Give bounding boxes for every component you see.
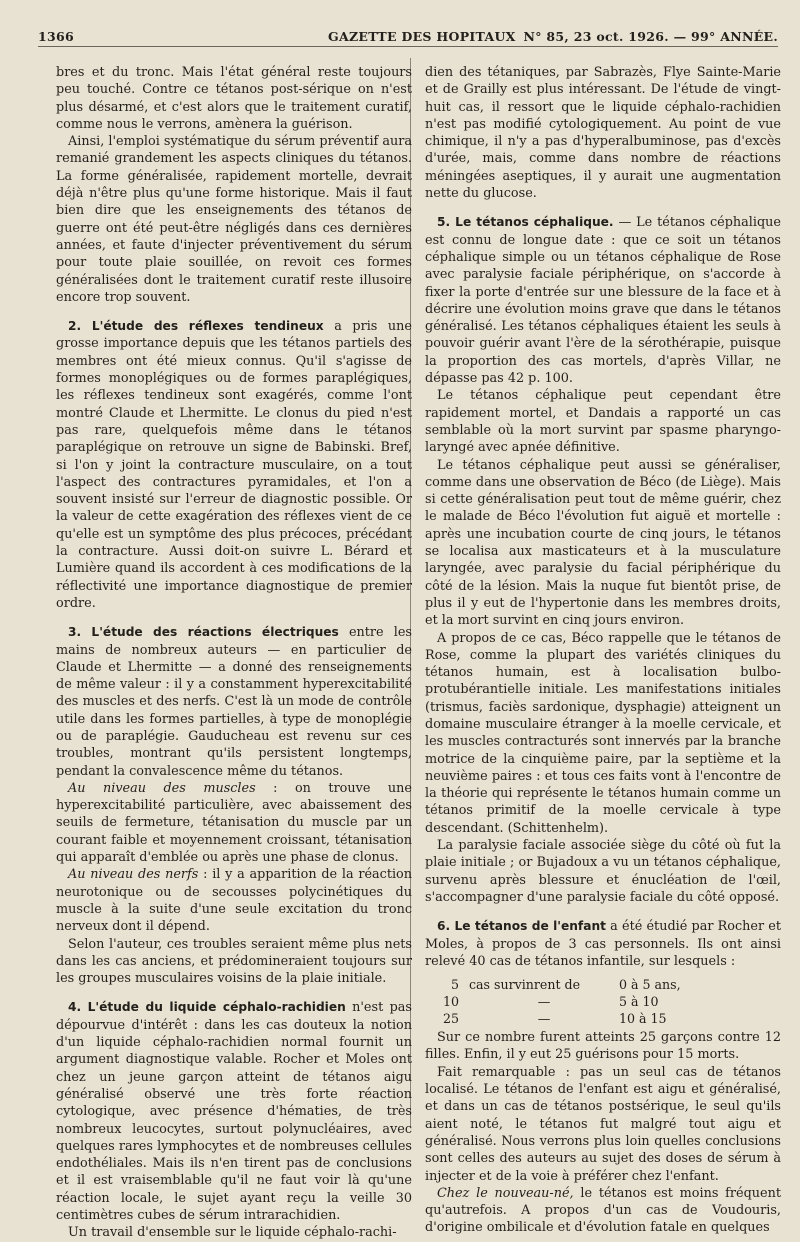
paragraph-text: le tétanos est moins fréquent qu'autrefois. A propos d'un cas de Voudouris, d'origine ombilicale et d'évolution fatale en quelques (425, 1185, 781, 1236)
paragraph: La paralysie faciale associée siège du côté où fut la plaie initiale ; or Bujadoux a vu un tétanos céphalique, survenu après blessure et énucléation de l'œil, s'accompagner d'une paralysie faciale du côté opposé. (425, 838, 781, 905)
paragraph: Un travail d'ensemble sur le liquide céphalo-rachi- (68, 1225, 397, 1241)
table-cell-range: 0 à 5 ans, (619, 977, 681, 993)
paragraph: bres et du tronc. Mais l'état général reste toujours peu touché. Contre ce tétanos post-sérique on n'est plus désarmé, et c'est alors que le traitement curatif, comme nous le verrons, amènera la guérison. (56, 65, 412, 132)
section-text: entre les mains de nombreux auteurs — en particulier de Claude et Lhermitte — a donné des renseignements de même valeur : il y a constamment hyperexcitabilité des muscles et des nerfs. C'est là un mode de contrôle utile dans les formes partielles, à type de monoplégie ou de paraplégie. Gauducheau est revenu sur ces troubles, montrant qu'ils persistent longtemps, pendant la convalescence même du tétanos. (56, 625, 412, 779)
section-child (425, 918, 781, 970)
section-heading: 6. Le tétanos de l'enfant (437, 919, 606, 934)
age-table (425, 976, 781, 1027)
section-text: a pris une grosse importance depuis que les tétanos partiels des membres ont été mieux connus. Qu'il s'agisse de formes monoplégiques ou de formes paraplégiques, les réflexes tendineux sont exagérés, comme l'ont montré Claude et Lhermitte. Le clonus du pied n'est pas rare, quelquefois même dans le tétanos paraplégique on retrouve un signe de Babinski. Bref, si l'on y joint la contracture musculaire, on a tout l'aspect des contractures pyramidales, et l'on a souvent insisté sur l'erreur de diagnostic possible. Or la valeur de cette exagération des réflexes vient de ce qu'elle est un symptôme des plus précoces, précédant la contracture. Aussi doit-on suivre L. Bérard et Lumière quand ils accordent à ces modifications de la réflectivité une importance diagnostique de premier ordre. (56, 319, 412, 611)
table-cell-range: 10 à 15 (619, 1011, 667, 1027)
paragraph: Ainsi, l'emploi systématique du sérum préventif aura remanié grandement les aspects cliniques du tétanos. La forme généralisée, rapidement mortelle, devrait déjà n'être plus qu'une forme historique. Mais il faut bien dire que les enseignements des tétanos de guerre ont été peut-être négligés dans ces dernières années, et faute d'injecter préventivement du sérum pour toute plaie souillée, on revoit ces formes généralisées dont le traitement curatif reste illusoire encore trop souvent. (56, 134, 412, 305)
left-column (56, 64, 412, 1242)
section-heading: 3. L'étude des réactions électriques (68, 625, 339, 640)
section-heading: 4. L'étude du liquide céphalo-rachidien (68, 1000, 346, 1015)
section-text: a été étudié par Rocher et Moles, à propos de 3 cas personnels. Ils ont ainsi relevé 40 cas de tétanos infantile, sur lesquels : (425, 919, 781, 969)
paragraph-newborn (425, 1185, 781, 1237)
table-row (425, 976, 781, 993)
paragraph: Le tétanos céphalique peut cependant être rapidement mortel, et Dandais a rapporté un cas semblable où la mort survint par spasme pharyngo-laryngé avec apnée définitive. (425, 388, 781, 456)
paragraph: A propos de ce cas, Béco rappelle que le tétanos de Rose, comme la plupart des variétés cliniques du tétanos humain, est à localisation bulbo-protubérantielle initiale. Les manifestations initiales (trismus, faciès sardonique, dysphagie) atteignent un domaine musculaire étranger à la moelle cervicale, et les muscles contracturés sont innervés par la branche motrice de la cinquième paire, par la septième et la neuvième paires : et tous ces faits vont à l'encontre de la théorie qui représente le tétanos humain comme un tétanos primitif de la moelle cervicale à type descendant. (Schittenhelm). (425, 630, 781, 836)
journal-title: GAZETTE DES HOPITAUX (328, 29, 516, 44)
table-cell-label: cas survinrent de (469, 977, 581, 993)
table-cell-label: — (537, 1011, 551, 1027)
paragraph: Sur ce nombre furent atteints 25 garçons contre 12 filles. Enfin, il y eut 25 guérisons pour 15 morts. (425, 1030, 781, 1063)
section-heading: 2. L'étude des réflexes tendineux (68, 319, 324, 334)
table-cell-label: — (537, 994, 551, 1010)
section-text: n'est pas dépourvue d'intérêt : dans les cas douteux la notion d'un liquide céphalo-rachidien normal fournit un argument diagnostique valable. Rocher et Moles ont chez un jeune garçon atteint de tétanos aigu généralisé observé une très forte réaction cytologique, avec présence d'hématies, de très nombreux leucocytes, surtout polynucléaires, avec quelques rares lymphocytes et de nombreuses cellules endothéliales. Mais ils n'en tirent pas de conclusions et il est vraisemblable qu'il ne faut voir là qu'une réaction locale, le sujet ayant reçu la veille 30 centimètres cubes de sérum intrarachidien. (56, 1000, 412, 1223)
section-heading: 5. Le tétanos céphalique. (437, 215, 614, 230)
page-number: 1366 (38, 29, 74, 44)
table-row (425, 1010, 781, 1027)
inline-label: Au niveau des nerfs (68, 867, 199, 883)
table-cell-range: 5 à 10 (619, 994, 659, 1010)
section-csf (56, 999, 412, 1224)
table-cell-count: 5 (450, 977, 459, 993)
section-cephalic (425, 214, 781, 387)
inline-label: Au niveau des muscles (68, 780, 256, 796)
paragraph: Fait remarquable : pas un seul cas de tétanos localisé. Le tétanos de l'enfant est aigu et généralisé, et dans un cas de tétanos postsérique, le seul qu'ils aient noté, le tétanos fut malgré tout aigu et généralisé. Nous verrons plus loin quelles conclusions sont celles des auteurs au sujet des doses de sérum à injecter et de la voie à préférer chez l'enfant. (425, 1064, 781, 1184)
paragraph: Selon l'auteur, ces troubles seraient même plus nets dans les cas anciens, et prédomineraient toujours sur les groupes musculaires voisins de la plaie initiale. (56, 936, 412, 987)
table-cell-count: 25 (442, 1011, 459, 1027)
section-text: — Le tétanos céphalique est connu de longue date : que ce soit un tétanos céphalique simple ou un tétanos céphalique de Rose avec paralysie faciale périphérique, on s'accorde à fixer la porte d'entrée sur une blessure de la face et à décrire une évolution moins grave que dans le tétanos généralisé. Les tétanos céphaliques étaient les seuls à pouvoir guérir avant l'ère de la sérothérapie, puisque la proportion des cas mortels, d'après Villar, ne dépasse pas 42 p. 100. (425, 215, 781, 387)
inline-label: Chez le nouveau-né, (437, 1185, 574, 1201)
paragraph-muscles (56, 780, 412, 866)
table-row (425, 993, 781, 1010)
right-column (425, 64, 781, 1237)
paragraph-text: : il y a apparition de la réaction neurotonique ou de secousses polycinétiques du muscle à la suite d'une seule excitation du tronc nerveux dont il dépend. (56, 867, 413, 935)
paragraph: Le tétanos céphalique peut aussi se généraliser, comme dans une observation de Béco (de Liège). Mais si cette généralisation peut tout de même guérir, chez le malade de Béco l'évolution fut aiguë et mortelle : après une incubation courte de cinq jours, le tétanos se localisa aux masticateurs et à la musculature laryngée, avec paralysie du facial périphérique du côté de la lésion. Mais la nuque fut bientôt prise, de plus il y eut de l'hypertonie dans les membres droits, et la mort survint en cinq jours environ. (425, 457, 781, 629)
paragraph-nerfs (56, 866, 412, 935)
section-electric (56, 624, 412, 780)
paragraph: dien des tétaniques, par Sabrazès, Flye Sainte-Marie et de Grailly est plus intéressant. De l'étude de vingt-huit cas, il ressort que le liquide céphalo-rachidien n'est pas modifié cytologiquement. Au point de vue chimique, il n'y a pas d'hyperalbuminose, pas d'excès d'urée, mais, comme dans nombre de réactions méningées aseptiques, il y aurait une augmentation nette du glucose. (425, 65, 781, 202)
section-reflexes (56, 318, 412, 612)
issue-info: N° 85, 23 oct. 1926. — 99° ANNÉE. (523, 29, 778, 44)
page-header (38, 26, 778, 47)
paragraph-text: : on trouve une hyperexcitabilité particulière, avec abaissement des seuils de fermeture, tétanisation du muscle par un courant faible et moyennement croissant, tétanisation qui apparaît d'emblée ou après une phase de clonus. (56, 780, 412, 866)
table-cell-count: 10 (442, 994, 459, 1010)
